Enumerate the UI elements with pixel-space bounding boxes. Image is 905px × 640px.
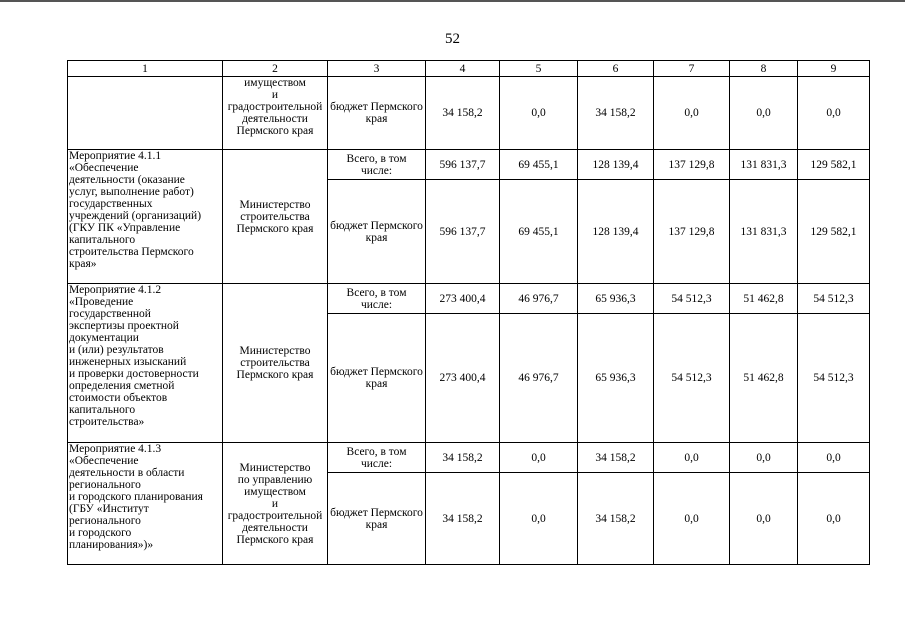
funding-source-cell: бюджет Пермского края: [328, 77, 426, 150]
executor-cell: [223, 77, 328, 150]
activity-cell-empty: [68, 77, 223, 150]
value-cell: 69 455,1: [500, 150, 578, 180]
value-cell: 137 129,8: [654, 180, 730, 284]
page-number: 52: [445, 31, 460, 47]
column-header: 4: [426, 61, 500, 77]
table-row: [68, 443, 870, 473]
value-cell: 0,0: [798, 77, 870, 150]
activity-title-cell: [68, 443, 223, 565]
value-cell: 0,0: [500, 77, 578, 150]
value-cell: 131 831,3: [730, 150, 798, 180]
value-cell: 54 512,3: [654, 314, 730, 443]
activity-title-cell: [68, 284, 223, 443]
value-cell: 128 139,4: [578, 180, 654, 284]
value-cell: 596 137,7: [426, 180, 500, 284]
value-cell: 34 158,2: [426, 443, 500, 473]
value-cell: 129 582,1: [798, 150, 870, 180]
value-cell: 129 582,1: [798, 180, 870, 284]
activity-title: Мероприятие 4.1.1 «Обеспечение деятельности (оказание услуг, выполнение работ) государственных учреждений (организаций) (ГКУ ПК «Управление капитального строительства Пермского края»: [69, 150, 202, 270]
column-header: 9: [798, 61, 870, 77]
value-cell: 54 512,3: [798, 284, 870, 314]
column-header: 5: [500, 61, 578, 77]
value-cell: 34 158,2: [578, 473, 654, 565]
value-cell: 0,0: [798, 473, 870, 565]
value-cell: 0,0: [730, 473, 798, 565]
value-cell: 54 512,3: [798, 314, 870, 443]
value-cell: 34 158,2: [426, 77, 500, 150]
value-cell: 69 455,1: [500, 180, 578, 284]
executor-cell: [223, 443, 328, 565]
value-cell: 0,0: [730, 443, 798, 473]
value-cell: 54 512,3: [654, 284, 730, 314]
value-cell: 65 936,3: [578, 284, 654, 314]
value-cell: 51 462,8: [730, 284, 798, 314]
value-cell: 34 158,2: [578, 77, 654, 150]
value-cell: 0,0: [654, 443, 730, 473]
column-number-row: [68, 61, 870, 77]
value-cell: 131 831,3: [730, 180, 798, 284]
executor-cell: Министерство строительства Пермского края: [223, 284, 328, 443]
column-header: 3: [328, 61, 426, 77]
table-row: [68, 284, 870, 314]
total-label-cell: Всего, в том числе:: [328, 284, 426, 314]
total-label-cell: Всего, в том числе:: [328, 150, 426, 180]
column-header: 7: [654, 61, 730, 77]
column-header: 8: [730, 61, 798, 77]
funding-source-cell: бюджет Пермского края: [328, 180, 426, 284]
executor-cell: Министерство строительства Пермского края: [223, 150, 328, 284]
activity-title-cell: [68, 150, 223, 284]
value-cell: 596 137,7: [426, 150, 500, 180]
table-row: [68, 77, 870, 150]
total-label-cell: Всего, в том числе:: [328, 443, 426, 473]
value-cell: 0,0: [500, 443, 578, 473]
value-cell: 273 400,4: [426, 284, 500, 314]
column-header: 2: [223, 61, 328, 77]
budget-table: [67, 60, 870, 565]
column-header: 1: [68, 61, 223, 77]
value-cell: 51 462,8: [730, 314, 798, 443]
activity-title: Мероприятие 4.1.2 «Проведение государственной экспертизы проектной документации и (или) результатов инженерных изысканий и проверки достоверности определения сметной стоимости объектов капитального строительства»: [69, 284, 199, 428]
executor-text: Министерство по управлению имуществом и градостроительной деятельности Пермского края: [227, 461, 323, 546]
table-row: [68, 150, 870, 180]
value-cell: 0,0: [730, 77, 798, 150]
value-cell: 46 976,7: [500, 314, 578, 443]
value-cell: 0,0: [654, 77, 730, 150]
value-cell: 34 158,2: [578, 443, 654, 473]
funding-source-cell: бюджет Пермского края: [328, 314, 426, 443]
value-cell: 65 936,3: [578, 314, 654, 443]
top-border-line: [0, 0, 905, 2]
value-cell: 128 139,4: [578, 150, 654, 180]
value-cell: 0,0: [798, 443, 870, 473]
column-header: 6: [578, 61, 654, 77]
funding-source-cell: бюджет Пермского края: [328, 473, 426, 565]
executor-text: имуществом и градостроительной деятельности Пермского края: [227, 77, 323, 137]
value-cell: 137 129,8: [654, 150, 730, 180]
value-cell: 273 400,4: [426, 314, 500, 443]
value-cell: 0,0: [500, 473, 578, 565]
value-cell: 46 976,7: [500, 284, 578, 314]
activity-title: Мероприятие 4.1.3 «Обеспечение деятельности в области регионального и городского планирования (ГБУ «Институт регионального и городского планирования»)»: [69, 443, 203, 551]
value-cell: 0,0: [654, 473, 730, 565]
value-cell: 34 158,2: [426, 473, 500, 565]
